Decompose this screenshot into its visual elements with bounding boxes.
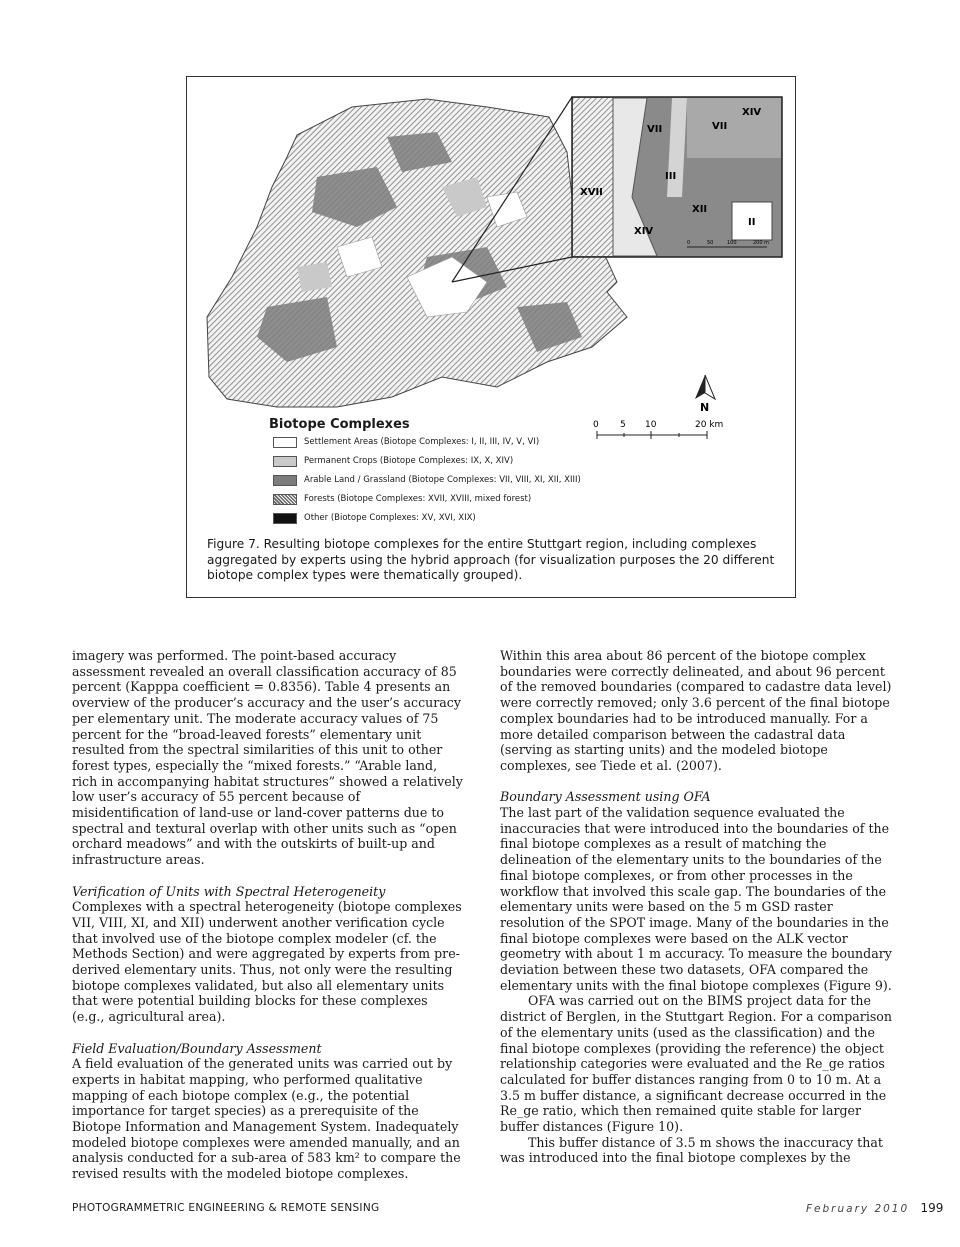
- inset-map: [572, 97, 782, 257]
- journal-name: PHOTOGRAMMETRIC ENGINEERING & REMOTE SENSING: [72, 1202, 380, 1214]
- legend-swatch: [273, 456, 297, 467]
- paragraph: The last part of the validation sequence evaluated the inaccuracies that were introduced into the boundaries of the final biotope complexes as a result of matching the delineation of the elementary units to the boundaries of the final biotope complexes, or from other processes in the workflow that involved this scale gap. The boundaries of the elementary units were based on the 5 m GSD raster resolution of the SPOT image. Many of the boundaries in the final biotope complexes were based on the ALK vector geometry with about 1 m accuracy. To measure the boundary deviation between these two datasets, OFA compared the elementary units with the final biotope complexes (Figure 9).: [500, 805, 892, 993]
- right-column: [500, 648, 892, 1166]
- inset-label: II: [748, 217, 756, 228]
- paragraph: This buffer distance of 3.5 m shows the inaccuracy that was introduced into the final biotope complexes by the: [500, 1134, 883, 1166]
- scale-tick-label: 5: [620, 420, 626, 430]
- legend-swatch: [273, 513, 297, 524]
- issue-date: February 2010: [806, 1203, 910, 1215]
- scale-bar: [593, 420, 723, 439]
- section-heading: Boundary Assessment using OFA: [500, 789, 711, 805]
- inset-scale-label: 200 m: [753, 240, 770, 246]
- inset-label: XIV: [634, 226, 654, 237]
- inset-label: XIV: [742, 107, 762, 118]
- legend-item-settlement: [273, 435, 539, 449]
- scale-tick-label: 10: [645, 420, 657, 430]
- inset-label: VII: [712, 121, 728, 132]
- north-arrow-icon: [695, 375, 715, 414]
- section-heading: Field Evaluation/Boundary Assessment: [72, 1040, 322, 1056]
- footer-right: [806, 1201, 943, 1215]
- left-column: [72, 648, 464, 1182]
- north-label: N: [700, 401, 710, 414]
- legend-label: Arable Land / Grassland (Biotope Complexes: VII, VIII, XI, XII, XIII): [304, 475, 581, 485]
- legend-item-crops: [273, 454, 513, 468]
- legend-title: Biotope Complexes: [269, 417, 410, 432]
- legend-label: Other (Biotope Complexes: XV, XVI, XIX): [304, 513, 476, 523]
- figure-caption: Figure 7. Resulting biotope complexes for the entire Stuttgart region, including complexes aggregated by experts using the hybrid approach (for visualization purposes the 20 different biotope complex types were thematically grouped).: [207, 537, 775, 582]
- scale-tick-label: 20 km: [695, 420, 724, 430]
- inset-scale-label: 0: [687, 240, 691, 246]
- paragraph: Within this area about 86 percent of the biotope complex boundaries were correctly delineated, and about 96 percent of the removed boundaries (compared to cadastre data level) were correctly removed; only 3.6 percent of the final biotope complex boundaries had to be introduced manually. For a more detailed comparison between the cadastral data (serving as starting units) and the modeled biotope complexes, see Tiede et al. (2007).: [500, 648, 892, 773]
- legend-swatch: [273, 437, 297, 448]
- figure-7: [186, 76, 796, 598]
- section-heading: Verification of Units with Spectral Heterogeneity: [72, 883, 386, 899]
- legend-label: Forests (Biotope Complexes: XVII, XVIII, mixed forest): [304, 494, 532, 504]
- inset-label: XII: [692, 204, 708, 215]
- legend-item-other: [273, 511, 476, 525]
- inset-label: VII: [647, 124, 663, 135]
- inset-label: III: [665, 171, 677, 182]
- paragraph: imagery was performed. The point-based accuracy assessment revealed an overall classification accuracy of 85 percent (Kapppa coefficient = 0.8356). Table 4 presents an overview of the producer’s accuracy and the user’s accuracy per elementary unit. The moderate accuracy values of 75 percent for the “broad-leaved forests” elementary unit resulted from the spectral similarities of this unit to other forest types, especially the “mixed forests.” “Arable land, rich in accompanying habitat structures” showed a relatively low user’s accuracy of 55 percent because of misidentification of land-use or land-cover patterns due to spectral and textural overlap with other units such as “open orchard meadows” and with the outskirts of built-up and infrastructure areas.: [72, 648, 463, 868]
- legend-swatch: [273, 475, 297, 486]
- paragraph: A field evaluation of the generated units was carried out by experts in habitat mapping, who performed qualitative mapping of each biotope complex (e.g., the potential importance for target species) as a prerequisite of the Biotope Information and Management System. Inadequately modeled biotope complexes were amended manually, and an analysis conducted for a sub-area of 583 km² to compare the revised results with the modeled biotope complexes.: [72, 1056, 461, 1182]
- inset-label: XVII: [580, 187, 603, 198]
- legend-label: Settlement Areas (Biotope Complexes: I, II, III, IV, V, VI): [304, 437, 540, 447]
- paragraph: Complexes with a spectral heterogeneity (biotope complexes VII, VIII, XI, and XII) underwent another verification cycle that involved use of the biotope complex modeler (cf. the Methods Section) and were aggregated by experts from pre-derived elementary units. Thus, not only were the resulting biotope complexes validated, but also all elementary units that were potential building blocks for these complexes (e.g., agricultural area).: [72, 899, 462, 1025]
- legend-item-arable: [273, 473, 581, 487]
- scale-tick-label: 0: [593, 420, 599, 430]
- inset-scale-label: 50: [707, 240, 714, 246]
- inset-scale-label: 100: [727, 240, 737, 246]
- legend-item-forests: [273, 492, 531, 506]
- paragraph: OFA was carried out on the BIMS project data for the district of Berglen, in the Stuttgart Region. For a comparison of the elementary units (used as the classification) and the final biotope complexes (providing the reference) the object relationship categories were evaluated and the Re_ge ratios calculated for buffer distances ranging from 0 to 10 m. At a 3.5 m buffer distance, a significant decrease occurred in the Re_ge ratio, which then remained quite stable for larger buffer distances (Figure 10).: [500, 993, 892, 1135]
- legend-swatch: [273, 494, 297, 505]
- legend-label: Permanent Crops (Biotope Complexes: IX, X, XIV): [304, 456, 514, 466]
- page-number: 199: [920, 1201, 944, 1215]
